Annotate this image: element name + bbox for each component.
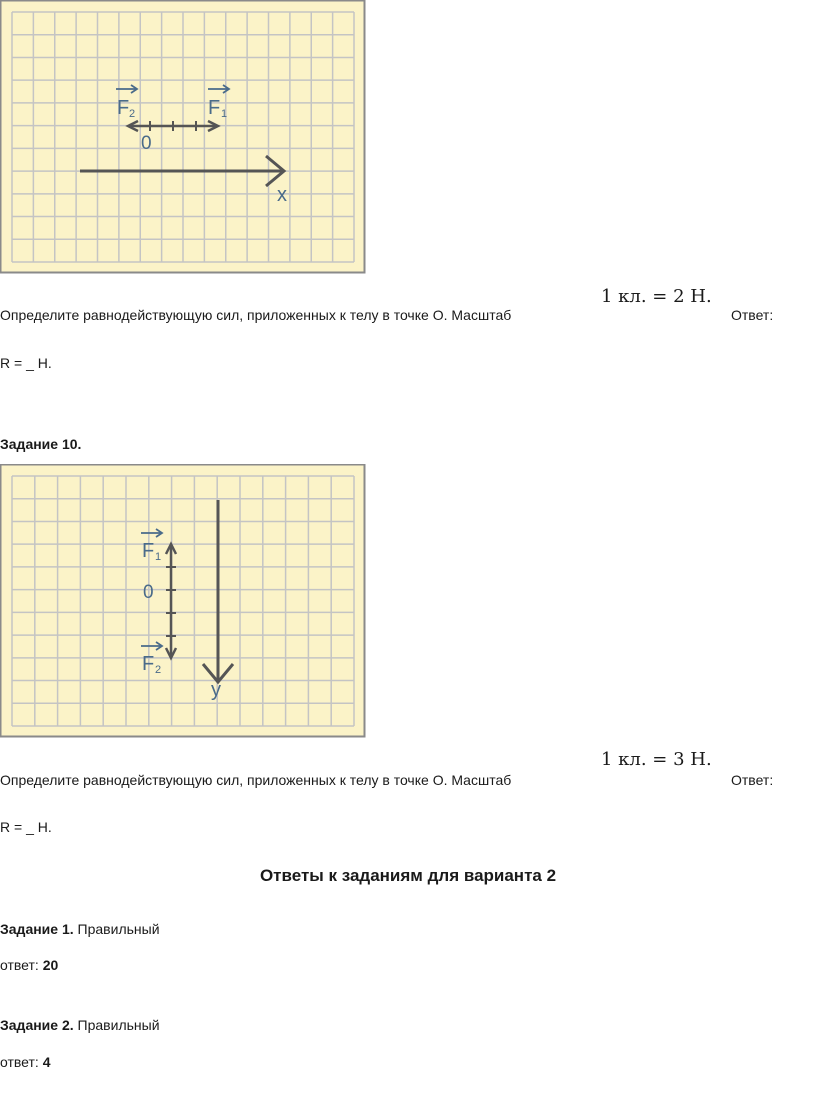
grid-figure-1 (0, 0, 366, 274)
task10-question: Определите равнодействующую сил, приложенных к телу в точке О. Масштаб (0, 772, 512, 788)
answer-item-1 (0, 920, 160, 938)
task10-answer-label: Ответ: (731, 772, 774, 788)
answers-heading: Ответы к заданиям для варианта 2 (259, 866, 557, 885)
task10-answer-line: R = _ Н. (0, 819, 52, 835)
task9-question: Определите равнодействующую сил, приложенных к телу в точке О. Масштаб (0, 307, 512, 323)
answer-line-2 (0, 1053, 50, 1071)
f2-label: F (117, 97, 130, 119)
answer-line-1 (0, 956, 58, 974)
f1-subscript: 1 (221, 108, 228, 120)
task10-title: Задание 10. (0, 436, 82, 452)
answer-task-title: Задание 2. (0, 1017, 74, 1033)
answer-item-2 (0, 1016, 160, 1034)
answer-value: 20 (42, 957, 59, 973)
answer-text: Правильный (77, 921, 160, 937)
f2-subscript: 2 (129, 108, 136, 120)
x-axis-label: x (277, 184, 287, 206)
answer-task-title: Задание 1. (0, 921, 74, 937)
figure-forces-y-axis (0, 464, 366, 738)
task9-answer-line: R = _ Н. (0, 355, 52, 371)
answer-value: 4 (42, 1054, 51, 1070)
f1-subscript: 1 (155, 551, 162, 563)
task10-scale: 1 кл. = 3 Н. (601, 749, 712, 770)
f1-label: F (208, 97, 221, 119)
f1-label: F (142, 540, 155, 562)
answer-text: Правильный (77, 1017, 160, 1033)
task9-answer-label: Ответ: (731, 307, 774, 323)
origin-label: 0 (143, 582, 154, 603)
answer-prefix: ответ: (0, 957, 39, 973)
task9-scale: 1 кл. = 2 Н. (601, 286, 712, 307)
f2-subscript: 2 (155, 664, 162, 676)
figure-forces-x-axis (0, 0, 366, 274)
f2-label: F (142, 653, 155, 675)
y-axis-label: y (211, 679, 221, 701)
origin-label: 0 (141, 133, 152, 154)
answer-prefix: ответ: (0, 1054, 39, 1070)
grid-figure-2 (0, 464, 366, 738)
